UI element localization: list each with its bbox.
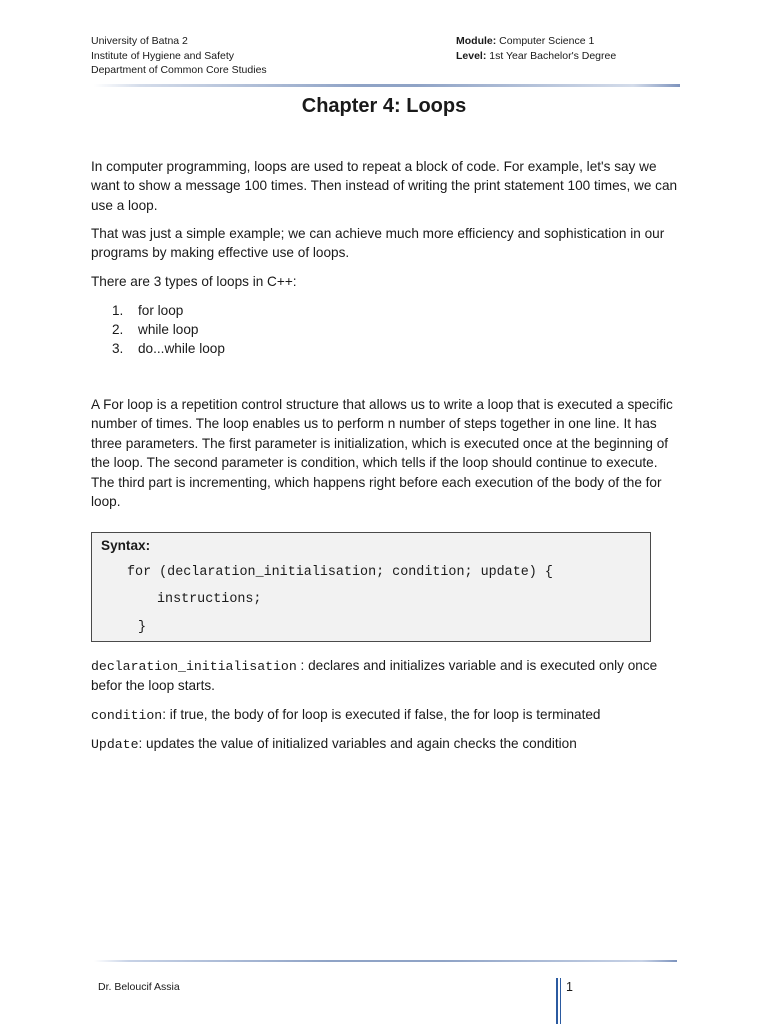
code-line-close-brace: } [138,620,147,635]
definition-text: : if true, the body of for loop is executed if false, the for loop is terminated [162,707,601,722]
header-institution [91,34,267,78]
intro-paragraph [91,157,681,215]
header-course-info [456,34,616,63]
definition-text: : declares and initializes variable and is executed only once befor the loop starts. [91,658,658,694]
syntax-box [91,532,651,642]
footer-divider [94,960,677,962]
efficiency-paragraph [91,224,681,263]
syntax-title: Syntax: [101,538,151,553]
types-intro-text: There are 3 types of loops in C++: [91,274,297,289]
definition-term: condition [91,708,163,723]
footer-page-bar-thin [560,978,561,1024]
list-item [112,301,225,320]
module-label: Module: [456,35,497,47]
efficiency-text: That was just a simple example; we can achieve much more efficiency and sophistication in our programs by making effective use of loops. [91,226,665,261]
definition-text: : updates the value of initialized variables and again checks the condition [138,736,577,751]
header-module [456,34,616,49]
level-value: 1st Year Bachelor's Degree [486,49,617,62]
chapter-title: Chapter 4: Loops [301,95,467,117]
list-label: while loop [138,322,199,338]
list-number: 3. [112,341,124,357]
header-department: Department of Common Core Studies [91,64,267,76]
code-line-for: for (declaration_initialisation; condition; update) { [127,565,553,580]
level-label: Level: [456,49,487,62]
types-intro-paragraph [91,272,681,291]
for-loop-text: A For loop is a repetition control structure that allows us to write a loop that is executed a specific number of times. The loop enables us to perform n number of steps together in one line. It has three parameters. The first parameter is initialization, which is executed once at the beginning of the loop. The second parameter is condition, which tells if the loop should continue to execute. The third part is incrementing, which happens right before each execution of the body of the for loop. [91,397,673,510]
intro-text: In computer programming, loops are used to repeat a block of code. For example, let's say we want to show a message 100 times. Then instead of writing the print statement 100 times, we can use a loop. [91,159,678,213]
footer-author: Dr. Beloucif Assia [98,981,180,993]
definition-declaration [91,656,681,696]
footer-page-bar [556,978,558,1024]
definition-update [91,734,681,754]
code-line-instructions: instructions; [157,592,262,607]
list-number: 1. [112,303,124,318]
page-number: 1 [566,980,573,994]
list-number: 2. [112,322,124,338]
list-item [112,339,225,358]
loop-types-list [112,301,225,359]
list-label: do...while loop [138,341,225,357]
header-level [456,49,616,64]
list-label: for loop [138,303,184,318]
header-university: University of Batna 2 [91,35,188,47]
definition-term: declaration_initialisation [91,659,297,674]
module-value: Computer Science 1 [496,35,595,47]
header-divider [94,84,680,87]
definition-condition [91,705,681,725]
list-item [112,320,225,339]
header-institute: Institute of Hygiene and Safety [91,49,235,62]
definition-term: Update [91,737,139,752]
for-loop-paragraph [91,395,681,511]
